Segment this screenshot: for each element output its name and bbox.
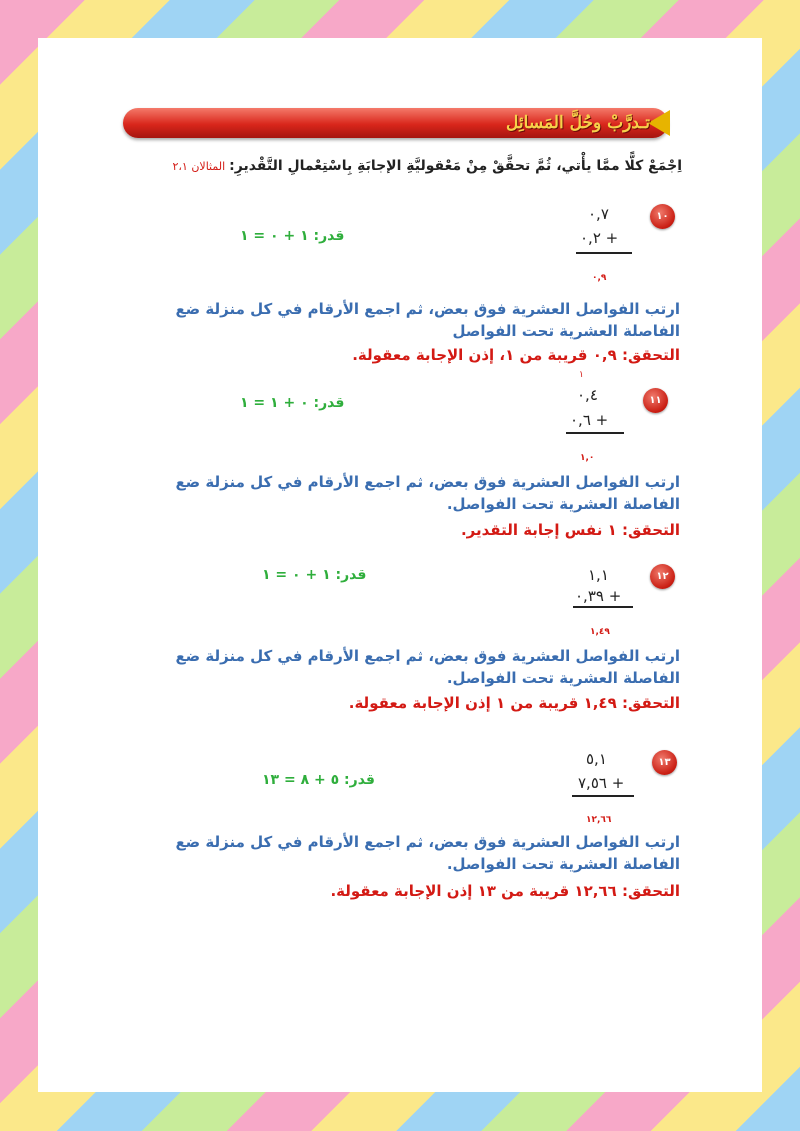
explanation: ارتب الفواصل العشرية فوق بعض، ثم اجمع الأرقام في كل منزلة ضع الفاصلة العشرية تحت الفواصل. <box>175 833 680 873</box>
check-text: التحقق: ١ نفس إجابة التقدير. <box>460 521 680 539</box>
addend-1: ٠,٤ <box>577 386 598 404</box>
addend-2: + ٠,٢ <box>580 229 619 247</box>
addend-2: + ٠,٦ <box>570 411 609 429</box>
sum-line <box>566 432 624 434</box>
problem-number: ١٣ <box>652 750 677 775</box>
check-text: التحقق: ٠,٩ قريبة من ١، إذن الإجابة معقولة. <box>352 346 680 364</box>
worksheet-page <box>38 38 762 1092</box>
addend-1: ١,١ <box>588 566 609 584</box>
section-title: تـدرَّبْ وحُلَّ المَسائِل <box>506 113 650 133</box>
addend-1: ٥,١ <box>586 750 607 768</box>
addend-2: + ٠,٣٩ <box>575 587 622 605</box>
sum-answer: ٠,٩ <box>592 273 607 283</box>
carry-digit: ١ <box>579 370 584 380</box>
check-text: التحقق: ١,٤٩ قريبة من ١ إذن الإجابة معقولة. <box>348 694 680 712</box>
explanation: ارتب الفواصل العشرية فوق بعض، ثم اجمع الأرقام في كل منزلة ضع الفاصلة العشرية تحت الفواصل <box>175 300 680 340</box>
examples-reference: المثالان ٢،١ <box>172 160 226 173</box>
instruction-text: اِجْمَعْ كلًّا ممَّا يأْتي، ثُمَّ تحقَّقْ مِنْ مَعْقوليَّةِ الإجابَةِ بِاسْتِعْمالِ التَّقْديرِ: <box>229 158 682 174</box>
addend-1: ٠,٧ <box>588 205 609 223</box>
sum-answer: ١٢,٦٦ <box>586 815 612 825</box>
estimate: قدر: ٠ + ١ = ١ <box>240 395 345 411</box>
explanation: ارتب الفواصل العشرية فوق بعض، ثم اجمع الأرقام في كل منزلة ضع الفاصلة العشرية تحت الفواصل. <box>175 473 680 513</box>
sum-answer: ١,٠ <box>580 453 595 463</box>
instruction <box>172 158 682 174</box>
problem-number: ١٢ <box>650 564 675 589</box>
problem-number: ١٠ <box>650 204 675 229</box>
problem-number: ١١ <box>643 388 668 413</box>
check-text: التحقق: ١٢,٦٦ قريبة من ١٣ إذن الإجابة معقولة. <box>330 882 680 900</box>
estimate: قدر: ١ + ٠ = ١ <box>262 567 367 583</box>
sum-line <box>573 606 633 608</box>
addend-2: + ٧,٥٦ <box>578 774 625 792</box>
sum-line <box>572 795 634 797</box>
estimate: قدر: ٥ + ٨ = ١٣ <box>262 772 375 788</box>
estimate: قدر: ١ + ٠ = ١ <box>240 228 345 244</box>
banner-arrow-icon <box>648 110 670 136</box>
sum-answer: ١,٤٩ <box>590 627 610 637</box>
sum-line <box>576 252 632 254</box>
explanation: ارتب الفواصل العشرية فوق بعض، ثم اجمع الأرقام في كل منزلة ضع الفاصلة العشرية تحت الفواصل. <box>175 647 680 687</box>
